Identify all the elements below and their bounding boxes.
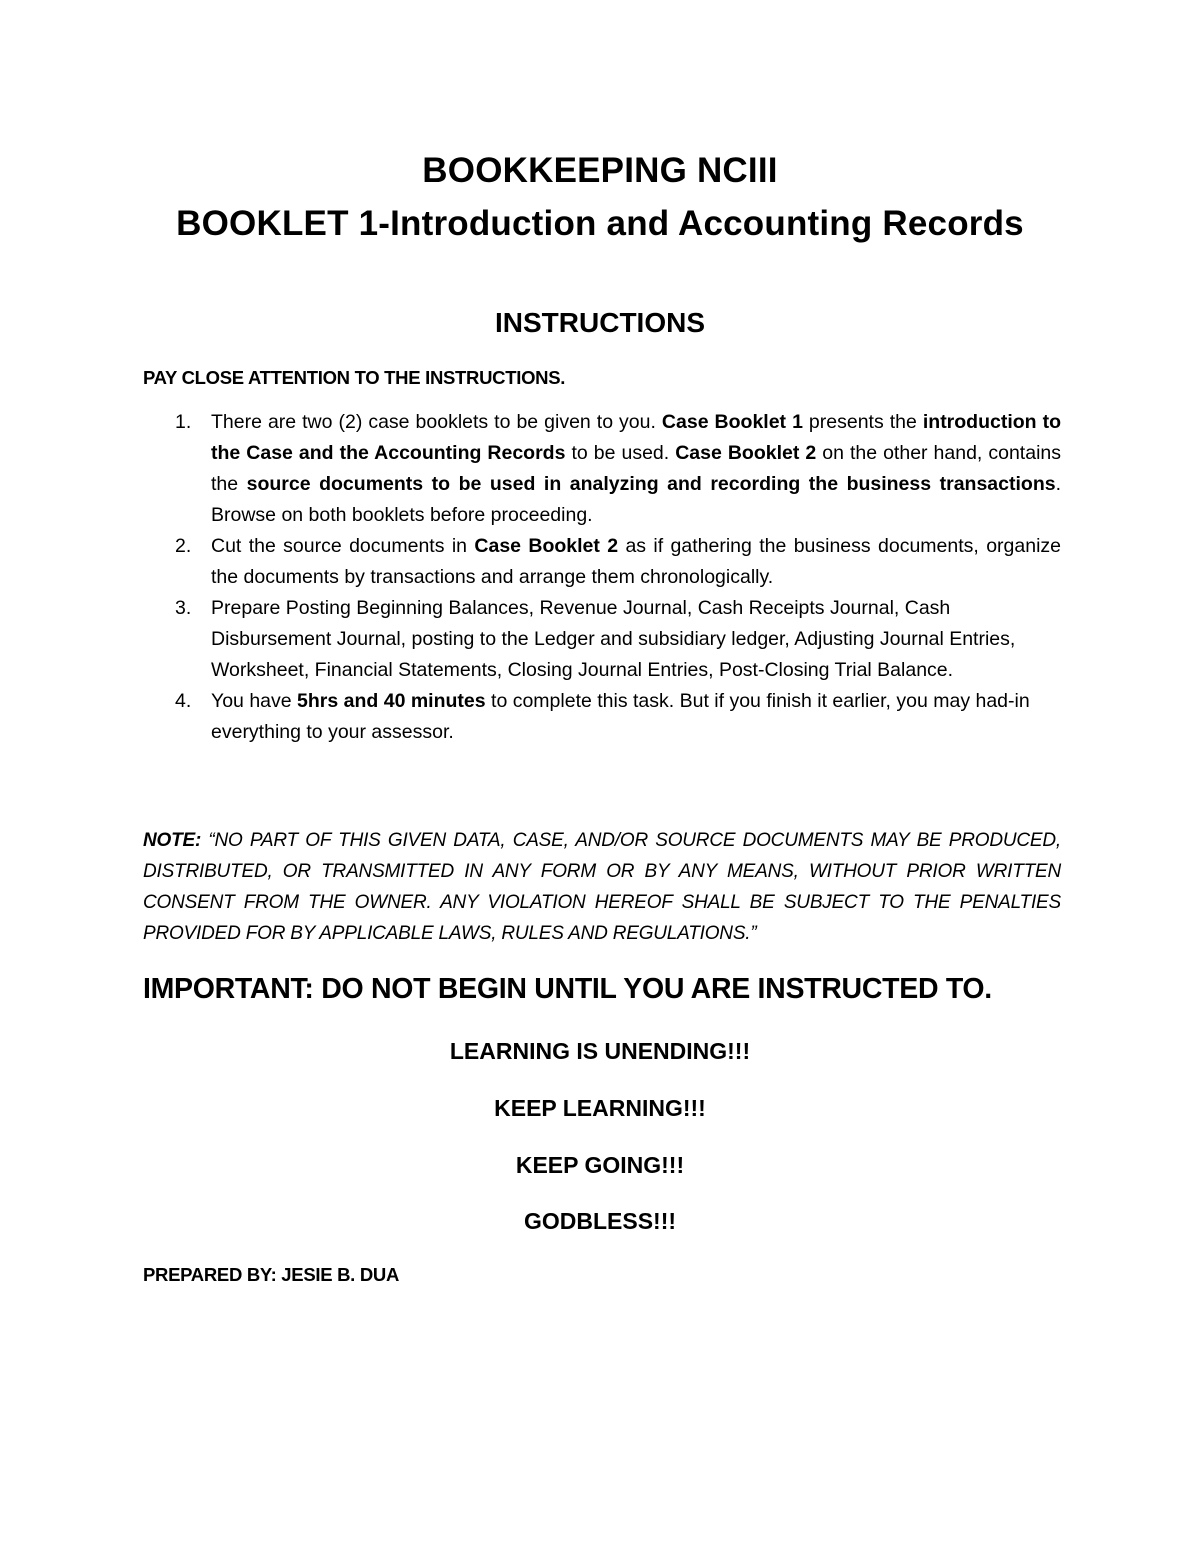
item-segment-bold: source documents to be used in analyzing and recording the business transactions xyxy=(246,473,1056,495)
item-segment-bold: Case Booklet 2 xyxy=(474,535,619,557)
list-item-text xyxy=(211,597,1015,681)
instructions-heading: INSTRUCTIONS xyxy=(495,307,705,338)
item-segment-bold: introduction to the Case and the Accounting Records xyxy=(211,411,1061,464)
list-item xyxy=(143,593,1061,686)
list-item xyxy=(143,531,1061,593)
list-item xyxy=(143,686,1061,748)
list-item-number: 2. xyxy=(175,535,192,557)
motto-line: KEEP GOING!!! xyxy=(515,1152,685,1178)
instructions-list xyxy=(143,407,1061,748)
item-segment: You have xyxy=(211,690,298,712)
item-segment: presents the xyxy=(802,411,923,433)
item-segment-bold: Case Booklet 1 xyxy=(661,411,803,433)
motto-line: KEEP LEARNING!!! xyxy=(494,1095,706,1121)
motto-line: LEARNING IS UNENDING!!! xyxy=(449,1038,751,1064)
item-segment: to be used. xyxy=(565,442,676,464)
list-item-number: 3. xyxy=(175,597,192,619)
item-segment: to complete this task. But if you finish it earlier, you may had-in everything to your assessor. xyxy=(211,690,1030,743)
important-notice: IMPORTANT: DO NOT BEGIN UNTIL YOU ARE INSTRUCTED TO. xyxy=(143,973,992,1005)
motto-line: GODBLESS!!! xyxy=(523,1208,677,1234)
list-item-text xyxy=(211,535,1061,588)
note-label: NOTE: xyxy=(143,830,202,851)
item-segment: as if gathering the business documents, organize the documents by transactions and arrange them chronologically. xyxy=(211,535,1061,588)
item-segment: Prepare Posting Beginning Balances, Revenue Journal, Cash Receipts Journal, Cash Disbursement Journal, posting to the Ledger and subsidiary ledger, Adjusting Journal Entries, Worksheet, Financial Statements, Closing Journal Entries, Post-Closing Trial Balance. xyxy=(211,597,1016,681)
list-item-number: 1. xyxy=(175,411,192,433)
item-segment: . Browse on both booklets before proceeding. xyxy=(211,473,1061,526)
list-item-number: 4. xyxy=(175,690,192,712)
item-segment-bold: 5hrs and 40 minutes xyxy=(297,690,486,712)
list-item-text xyxy=(211,690,1030,743)
document-subtitle: BOOKLET 1-Introduction and Accounting Records xyxy=(176,204,1024,243)
attention-line: PAY CLOSE ATTENTION TO THE INSTRUCTIONS. xyxy=(143,367,566,388)
list-item xyxy=(143,407,1061,531)
document-title: BOOKKEEPING NCIII xyxy=(422,151,778,190)
note-text: “NO PART OF THIS GIVEN DATA, CASE, AND/OR SOURCE DOCUMENTS MAY BE PRODUCED, DISTRIBUTED, OR TRANSMITTED IN ANY FORM OR BY ANY MEANS, WITHOUT PRIOR WRITTEN CONSENT FROM THE OWNER. ANY VIOLATION HEREOF SHALL BE SUBJECT TO THE PENALTIES PROVIDED FOR BY APPLICABLE LAWS, RULES AND REGULATIONS.” xyxy=(143,830,1061,944)
list-item-text xyxy=(211,411,1061,526)
item-segment-bold: Case Booklet 2 xyxy=(675,442,817,464)
prepared-by: PREPARED BY: JESIE B. DUA xyxy=(143,1264,399,1285)
item-segment: Cut the source documents in xyxy=(211,535,475,557)
item-segment: There are two (2) case booklets to be given to you. xyxy=(211,411,662,433)
copyright-note xyxy=(143,825,1061,949)
item-segment: on the other hand, contains the xyxy=(211,442,1062,495)
